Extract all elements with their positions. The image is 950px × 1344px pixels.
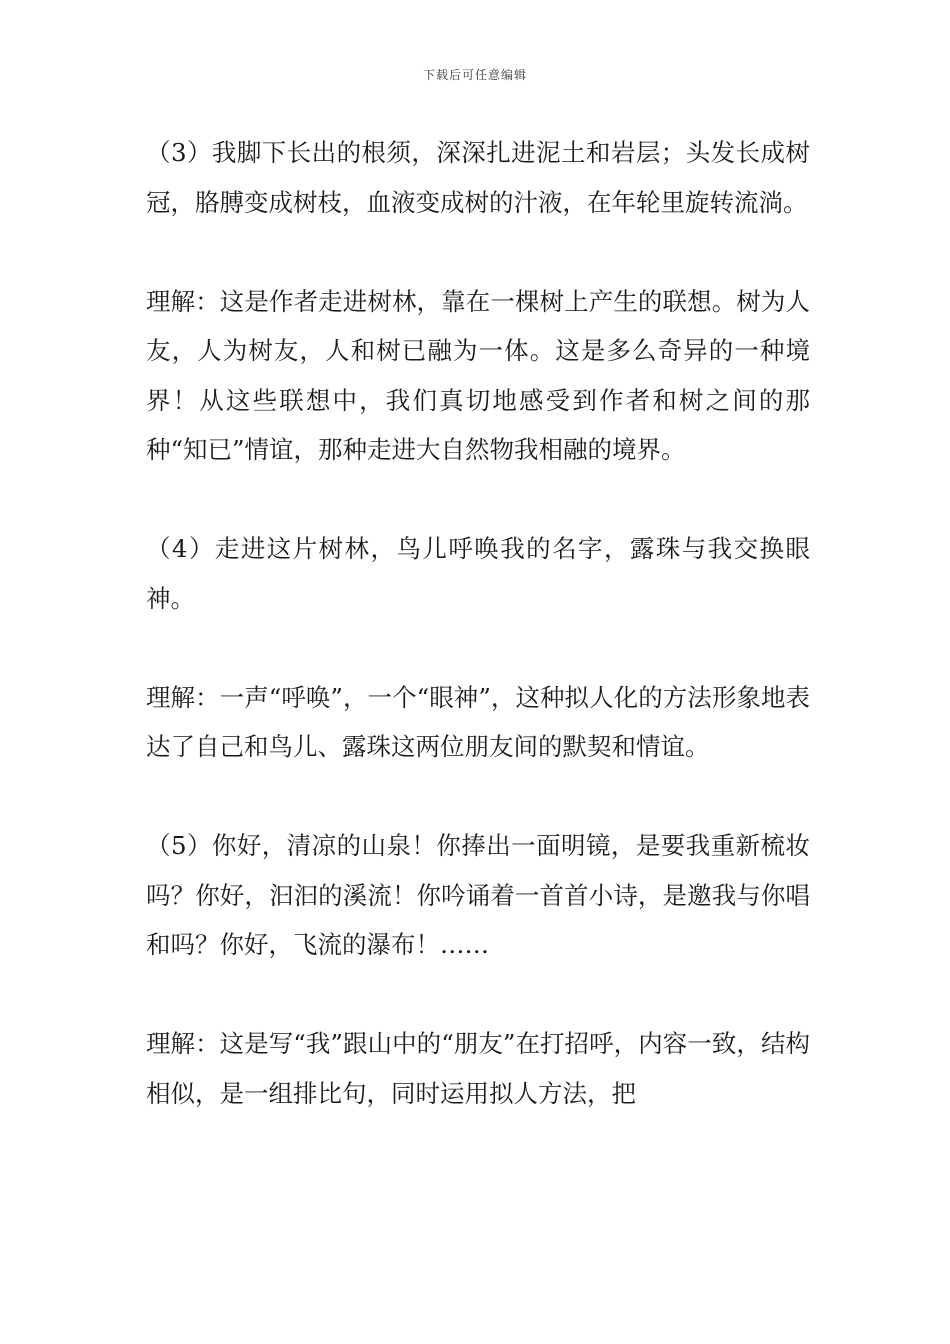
document-body bbox=[146, 128, 810, 1118]
paragraph-quote-5: （5）你好，清凉的山泉！你捧出一面明镜，是要我重新梳妆吗？你好，汩汩的溪流！你吟诵着一首首小诗，是邀我与你唱和吗？你好，飞流的瀑布！…… bbox=[146, 831, 810, 959]
paragraph-analysis-5: 理解：这是写“我”跟山中的“朋友”在打招呼，内容一致，结构相似，是一组排比句，同时运用拟人方法，把 bbox=[146, 1029, 810, 1108]
paragraph-quote-3: （3）我脚下长出的根须，深深扎进泥土和岩层；头发长成树冠，胳膊变成树枝，血液变成树的汁液，在年轮里旋转流淌。 bbox=[146, 138, 810, 217]
paragraph-quote-4: （4）走进这片树林，鸟儿呼唤我的名字，露珠与我交换眼神。 bbox=[146, 534, 810, 613]
paragraph-analysis-4: 理解：一声“呼唤”，一个“眼神”，这种拟人化的方法形象地表达了自己和鸟儿、露珠这两位朋友间的默契和情谊。 bbox=[146, 682, 810, 761]
page-header: 下载后可任意编辑 bbox=[422, 68, 527, 82]
paragraph-analysis-3: 理解：这是作者走进树林，靠在一棵树上产生的联想。树为人友，人为树友，人和树已融为一体。这是多么奇异的一种境界！从这些联想中，我们真切地感受到作者和树之间的那种“知已”情谊，那种走进大自然物我相融的境界。 bbox=[146, 286, 810, 464]
